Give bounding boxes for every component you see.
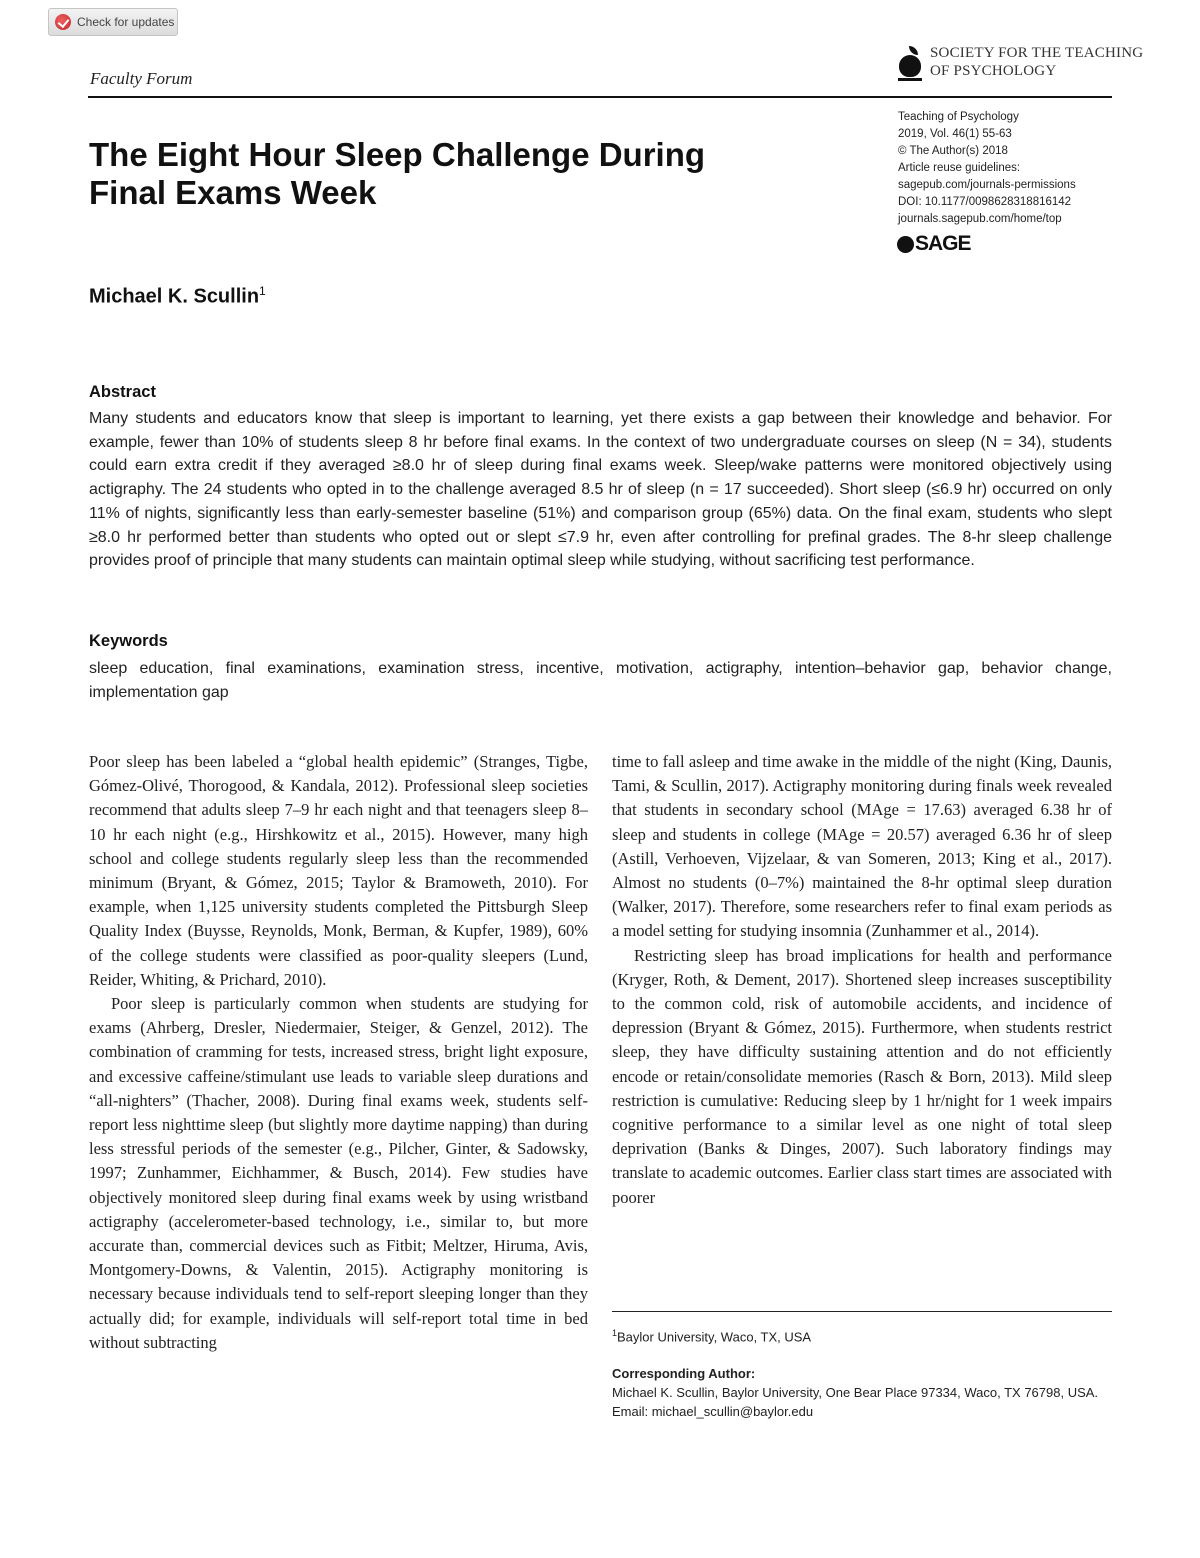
footnote [612, 1324, 1112, 1421]
keywords-text: sleep education, final examinations, examination stress, incentive, motivation, actigraphy, intention–behavior gap, behavior change, implementation gap [89, 660, 1112, 701]
author-affiliation-marker: 1 [259, 284, 266, 298]
permissions-link[interactable]: sagepub.com/journals-permissions [898, 179, 1076, 191]
affiliation-note [612, 1324, 1112, 1346]
sage-logo [897, 232, 971, 256]
sage-logo-text: SAGE [915, 232, 971, 255]
sage-mark-icon [897, 236, 914, 253]
journal-home-link[interactable]: journals.sagepub.com/home/top [898, 213, 1062, 225]
corresponding-author-address: Michael K. Scullin, Baylor University, One Bear Place 97334, Waco, TX 76798, USA. [612, 1385, 1099, 1401]
apple-icon [898, 46, 922, 82]
author-name-text: Michael K. Scullin [89, 285, 260, 308]
reuse-guidelines-label: Article reuse guidelines: [898, 162, 1021, 174]
body-paragraph: Restricting sleep has broad implications for health and performance (Kryger, Roth, & Dement, 2017). Shortened sleep increases susceptibility to the common cold, risk of automobile accidents, and incidence of depression (Bryant & Gómez, 2015). Furthermore, when students restrict sleep, they have difficulty sustaining attention and do not efficiently encode or retain/consolidate memories (Rasch & Born, 2013). Mild sleep restriction is cumulative: Reducing sleep by 1 hr/night for 1 week impairs cognitive performance to a similar level as one night of total sleep deprivation (Banks & Dinges, 2007). Such laboratory findings may translate to academic outcomes. Earlier class start times are associated with poorer [612, 945, 1112, 1207]
body-paragraph: Poor sleep is particularly common when students are studying for exams (Ahrberg, Dresler, Niedermaier, Steiger, & Genzel, 2012). The combination of cramming for tests, increased stress, bright light exposure, and excessive caffeine/stimulant use leads to variable sleep durations and “all-nighters” (Thacher, 2008). During final exams week, students self-report less nighttime sleep (but slightly more daytime napping) than during less stressful periods of the semester (e.g., Pilcher, Ginter, & Sadowsky, 1997; Zunhammer, Eichhammer, & Busch, 2014). Few studies have objectively monitored sleep during final exams week by using wristband actigraphy (accelerometer-based technology, i.e., similar to, but more accurate than, commercial devices such as Fitbit; Meltzer, Hiruma, Avis, Montgomery-Downs, & Valentin, 2015). Actigraphy monitoring is necessary because individuals tend to self-report sleeping longer than they actually did; for example, individuals will self-report total time in bed without subtracting [89, 994, 588, 1352]
doi-line[interactable]: DOI: 10.1177/0098628318816142 [898, 196, 1072, 208]
author-name [89, 284, 266, 309]
corresponding-author-email[interactable]: Email: michael_scullin@baylor.edu [612, 1404, 814, 1420]
body-paragraph: time to fall asleep and time awake in the middle of the night (King, Daunis, Tami, & Scullin, 2017). Actigraphy monitoring during finals week revealed that students in secondary school (MAge = 17.63) averaged 6.38 hr of sleep and students in college (MAge = 20.57) averaged 6.36 hr of sleep (Astill, Verhoeven, Vijzelaar, & van Someren, 2013; King et al., 2017). Almost no students (0–7%) maintained the 8-hr optimal sleep duration (Walker, 2017). Therefore, some researchers refer to final exam periods as a model setting for studying insomnia (Zunhammer et al., 2014). [612, 752, 1112, 941]
body-paragraph: Poor sleep has been labeled a “global health epidemic” (Stranges, Tigbe, Gómez-Olivé, Thorogood, & Kandala, 2012). Professional sleep societies recommend that adults sleep 7–9 hr each night and that teenagers sleep 8–10 hr each night (e.g., Hirshkowitz et al., 2015). However, many high school and college students regularly sleep less than the recommended minimum (Bryant, & Gómez, 2015; Taylor & Bramoweth, 2010). For example, when 1,125 university students completed the Pittsburgh Sleep Quality Index (Buysse, Reynolds, Monk, Berman, & Kupfer, 1989), 60% of the college students were classified as poor-quality sleepers (Lund, Reider, Whiting, & Prichard, 2010). [89, 752, 588, 989]
footnote-divider [612, 1311, 1112, 1312]
check-for-updates-button[interactable] [48, 8, 178, 36]
society-name-line2: OF PSYCHOLOGY [930, 63, 1057, 79]
article-title: The Eight Hour Sleep Challenge During Final Exams Week [89, 136, 706, 211]
abstract-text: Many students and educators know that sleep is important to learning, yet there exists a gap between their knowledge and behavior. For example, fewer than 10% of students sleep 8 hr before final exams. In the context of two undergraduate courses on sleep (N = 34), students could earn extra credit if they averaged ≥8.0 hr of sleep during final exams week. Sleep/wake patterns were monitored objectively using actigraphy. The 24 students who opted in to the challenge averaged 8.5 hr of sleep (n = 17 succeeded). Short sleep (≤6.9 hr) occurred on only 11% of nights, significantly less than early-semester baseline (51%) and comparison group (65%) data. On the final exam, students who slept ≥8.0 hr performed better than students who opted out or slept ≤7.9 hr, even after controlling for prefinal grades. The 8-hr sleep challenge provides proof of principle that many students can maintain optimal sleep while studying, without sacrificing test performance. [89, 410, 1112, 570]
affiliation-text: Baylor University, Waco, TX, USA [617, 1329, 812, 1345]
journal-info [898, 109, 1076, 228]
copyright-line: © The Author(s) 2018 [898, 145, 1008, 157]
check-updates-icon [55, 14, 71, 30]
journal-name: Teaching of Psychology [898, 111, 1019, 123]
section-label: Faculty Forum [90, 69, 193, 88]
abstract-heading: Abstract [89, 383, 156, 401]
corresponding-author-heading: Corresponding Author: [612, 1366, 756, 1382]
body-column-left [89, 750, 588, 1355]
affiliation-marker: 1 [612, 1328, 618, 1338]
check-for-updates-label: Check for updates [77, 15, 175, 29]
journal-volume: 2019, Vol. 46(1) 55-63 [898, 128, 1012, 140]
society-name-line1: SOCIETY FOR THE TEACHING [930, 45, 1144, 61]
body-column-right [612, 750, 1112, 1210]
header-divider [88, 96, 1112, 98]
society-logo [898, 44, 1143, 82]
keywords-heading: Keywords [89, 632, 168, 650]
